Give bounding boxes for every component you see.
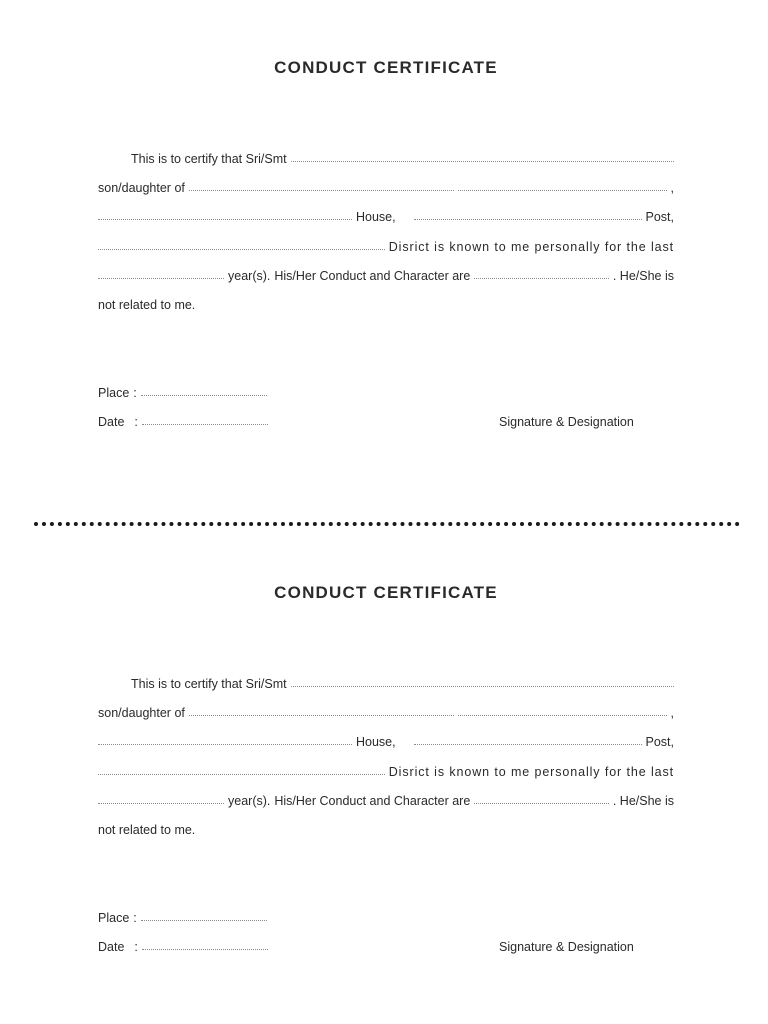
parent-name-blank-2[interactable] (458, 190, 667, 191)
date-label: Date (98, 940, 125, 954)
conduct-blank[interactable] (474, 278, 609, 279)
years-blank[interactable] (98, 803, 224, 804)
place-label: Place (98, 386, 130, 400)
house-blank[interactable] (98, 744, 352, 745)
house-blank[interactable] (98, 219, 352, 220)
not-related-text: not related to me. (98, 823, 196, 837)
address-line (98, 206, 674, 224)
closing-line (98, 819, 674, 837)
he-she-text: . He/She is (612, 269, 674, 283)
place-line (98, 382, 278, 400)
place-blank[interactable] (141, 395, 267, 396)
district-line (98, 236, 674, 254)
district-blank[interactable] (98, 249, 385, 250)
conduct-text: His/Her Conduct and Character are (274, 794, 471, 808)
conduct-blank[interactable] (474, 803, 609, 804)
date-line (98, 411, 278, 429)
place-colon: : (133, 911, 137, 925)
intro-text: This is to certify that Sri/Smt (131, 152, 287, 166)
closing-line (98, 294, 674, 312)
comma-text: , (670, 706, 674, 720)
district-line (98, 761, 674, 779)
place-label: Place (98, 911, 130, 925)
years-text: year(s). (228, 794, 271, 808)
parent-line (98, 702, 674, 720)
certificate-title: CONDUCT CERTIFICATE (274, 583, 498, 602)
parent-line (98, 177, 674, 195)
district-text: Disrict is known to me personally for the last (388, 240, 674, 254)
intro-line (98, 673, 674, 691)
conduct-text: His/Her Conduct and Character are (274, 269, 471, 283)
son-daughter-text: son/daughter of (98, 706, 185, 720)
house-text: House, (356, 210, 396, 224)
intro-text: This is to certify that Sri/Smt (131, 677, 287, 691)
post-blank[interactable] (414, 744, 642, 745)
parent-name-blank-2[interactable] (458, 715, 667, 716)
date-blank[interactable] (142, 424, 268, 425)
cut-line-separator (34, 514, 740, 526)
years-blank[interactable] (98, 278, 224, 279)
date-colon: : (134, 415, 138, 429)
address-line (98, 731, 674, 749)
intro-line (98, 148, 674, 166)
post-text: Post, (645, 210, 674, 224)
son-daughter-text: son/daughter of (98, 181, 185, 195)
place-line (98, 907, 278, 925)
signature-designation: Signature & Designation (499, 940, 634, 954)
years-text: year(s). (228, 269, 271, 283)
certificate-title: CONDUCT CERTIFICATE (274, 58, 498, 77)
parent-name-blank[interactable] (189, 190, 454, 191)
post-text: Post, (645, 735, 674, 749)
place-blank[interactable] (141, 920, 267, 921)
date-label: Date (98, 415, 125, 429)
district-blank[interactable] (98, 774, 385, 775)
name-blank[interactable] (291, 161, 674, 162)
signature-designation: Signature & Designation (499, 415, 634, 429)
place-colon: : (133, 386, 137, 400)
name-blank[interactable] (291, 686, 674, 687)
date-line (98, 936, 278, 954)
house-text: House, (356, 735, 396, 749)
post-blank[interactable] (414, 219, 642, 220)
not-related-text: not related to me. (98, 298, 196, 312)
parent-name-blank[interactable] (189, 715, 454, 716)
years-line (98, 265, 674, 283)
comma-text: , (670, 181, 674, 195)
date-blank[interactable] (142, 949, 268, 950)
he-she-text: . He/She is (612, 794, 674, 808)
years-line (98, 790, 674, 808)
district-text: Disrict is known to me personally for the last (388, 765, 674, 779)
date-colon: : (134, 940, 138, 954)
